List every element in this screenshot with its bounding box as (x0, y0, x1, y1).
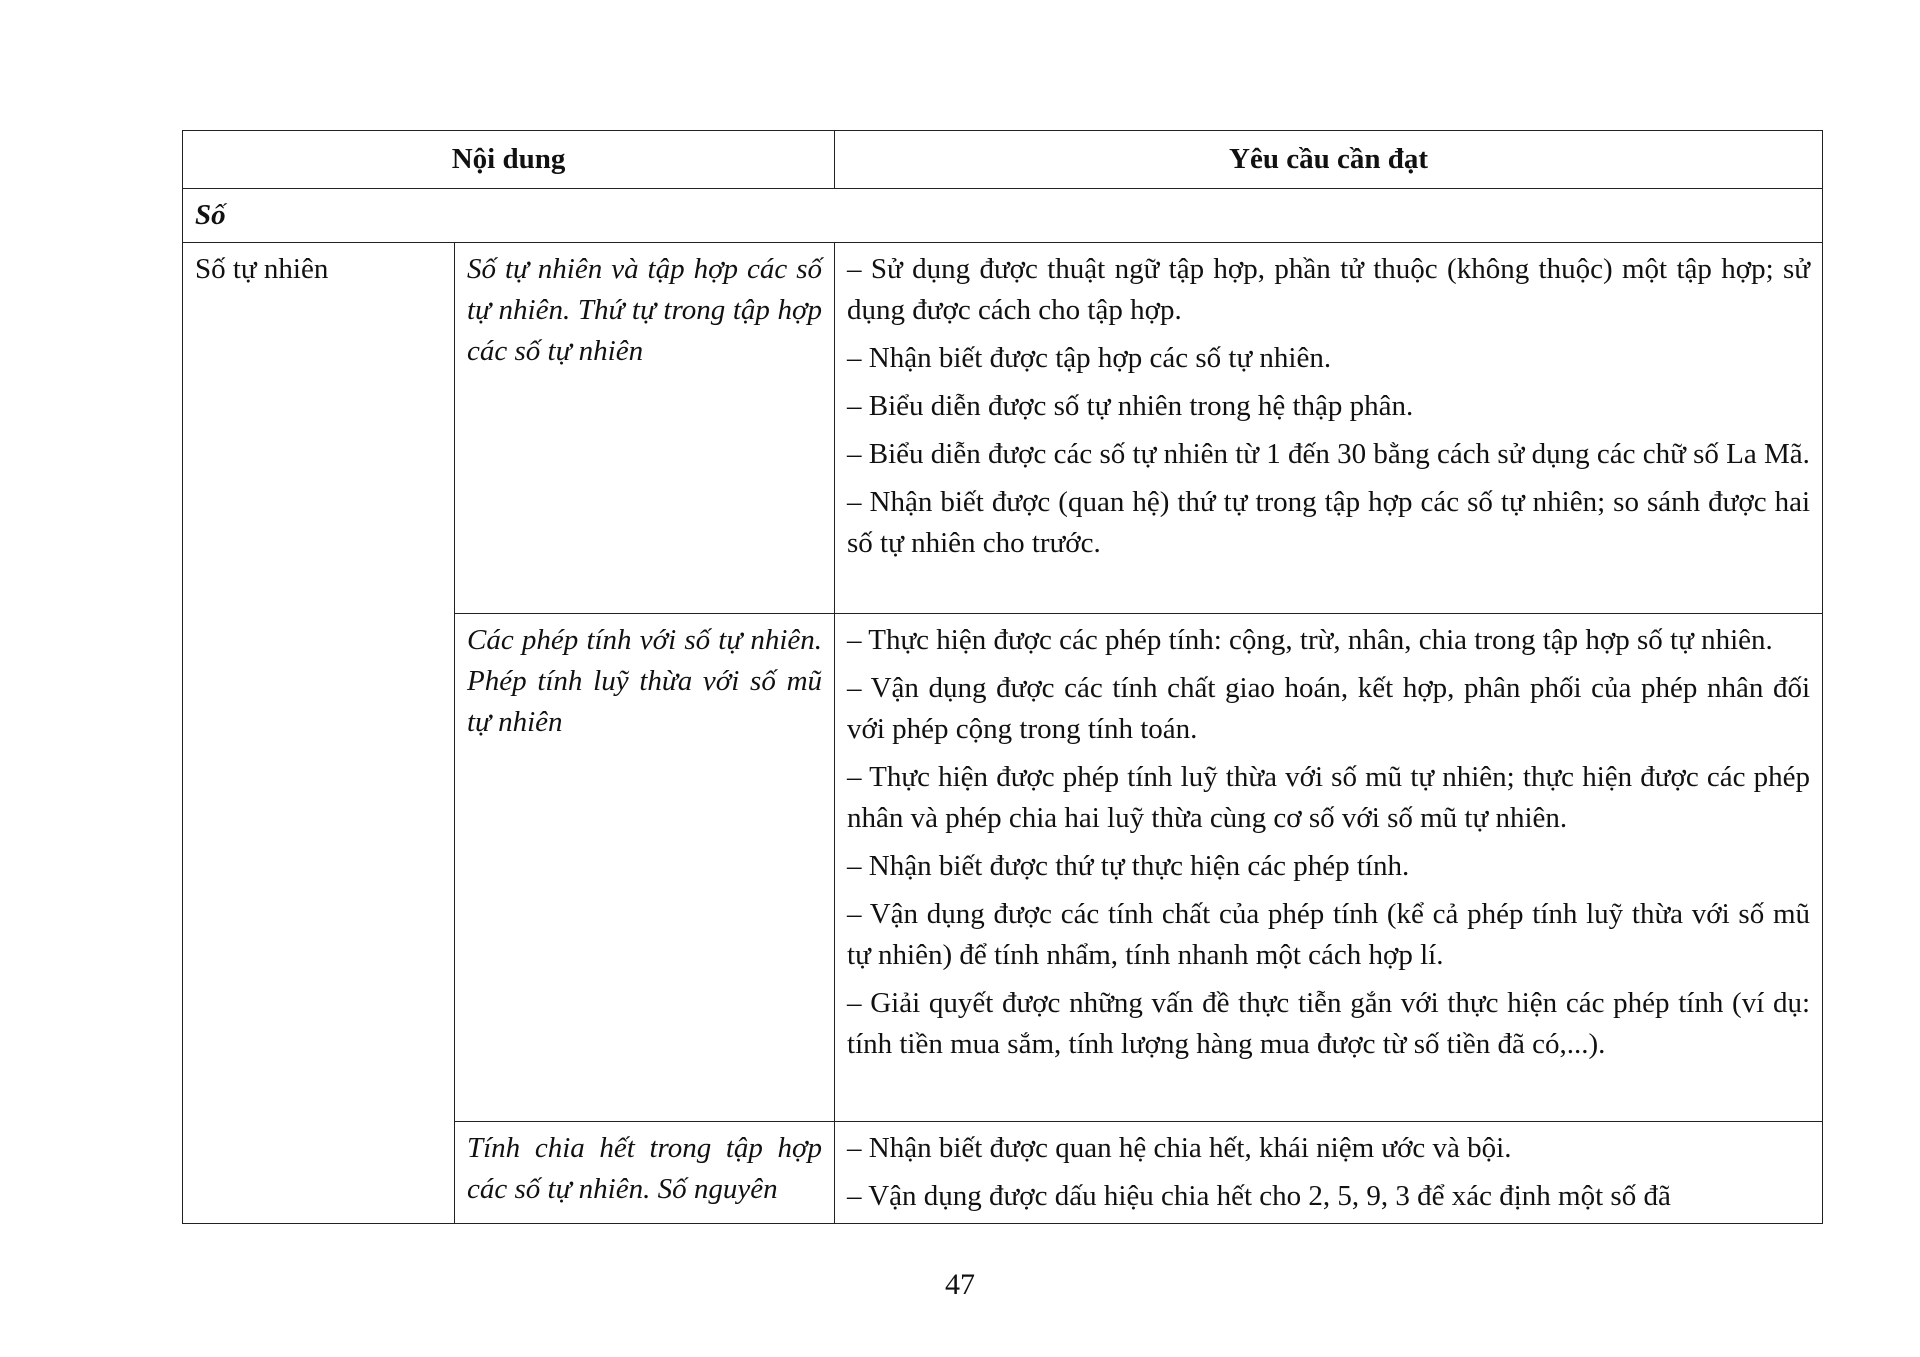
requirement-item: – Thực hiện được các phép tính: cộng, trừ, nhân, chia trong tập hợp số tự nhiên. (847, 624, 1773, 656)
header-row (183, 131, 1823, 189)
requirement-item: – Giải quyết được những vấn đề thực tiễn gắn với thực hiện các phép tính (ví dụ: tính tiền mua sắm, tính lượng hàng mua được từ số tiền đã có,...). (847, 987, 1811, 1060)
requirement-item: – Thực hiện được phép tính luỹ thừa với số mũ tự nhiên; thực hiện được các phép nhân và phép chia hai luỹ thừa cùng cơ số với số mũ tự nhiên. (847, 761, 1811, 834)
requirement-item: – Nhận biết được thứ tự thực hiện các phép tính. (847, 850, 1410, 882)
subtopic-cell: Số tự nhiên và tập hợp các số tự nhiên. Thứ tự trong tập hợp các số tự nhiên (455, 243, 835, 614)
table-row (183, 243, 1823, 614)
requirement-item: – Biểu diễn được số tự nhiên trong hệ thập phân. (847, 390, 1414, 422)
requirement-item: – Nhận biết được quan hệ chia hết, khái niệm ước và bội. (847, 1132, 1512, 1164)
subtopic-cell: Tính chia hết trong tập hợp các số tự nhiên. Số nguyên (455, 1122, 835, 1224)
requirement-item: – Vận dụng được các tính chất giao hoán, kết hợp, phân phối của phép nhân đối với phép cộng trong tính toán. (847, 672, 1811, 745)
requirements-cell (835, 1122, 1823, 1224)
requirement-item: – Nhận biết được (quan hệ) thứ tự trong tập hợp các số tự nhiên; so sánh được hai số tự nhiên cho trước. (847, 486, 1811, 559)
requirement-item: – Sử dụng được thuật ngữ tập hợp, phần tử thuộc (không thuộc) một tập hợp; sử dụng được cách cho tập hợp. (847, 253, 1811, 326)
requirement-item: – Vận dụng được các tính chất của phép tính (kể cả phép tính luỹ thừa với số mũ tự nhiên) để tính nhẩm, tính nhanh một cách hợp lí. (847, 898, 1811, 971)
requirement-item: – Vận dụng được dấu hiệu chia hết cho 2, 5, 9, 3 để xác định một số đã (847, 1180, 1671, 1212)
requirements-cell (835, 243, 1823, 614)
requirement-item: – Biểu diễn được các số tự nhiên từ 1 đến 30 bằng cách sử dụng các chữ số La Mã. (847, 438, 1810, 470)
header-content: Nội dung (183, 131, 835, 189)
subtopic-cell: Các phép tính với số tự nhiên. Phép tính luỹ thừa với số mũ tự nhiên (455, 614, 835, 1122)
header-requirements: Yêu cầu cần đạt (835, 131, 1823, 189)
requirement-item: – Nhận biết được tập hợp các số tự nhiên. (847, 342, 1332, 374)
page-number: 47 (945, 1268, 975, 1301)
topic-cell: Số tự nhiên (183, 243, 455, 1224)
section-title: Số (183, 189, 1823, 243)
requirements-cell (835, 614, 1823, 1122)
section-row (183, 189, 1823, 243)
curriculum-table (182, 130, 1823, 1224)
